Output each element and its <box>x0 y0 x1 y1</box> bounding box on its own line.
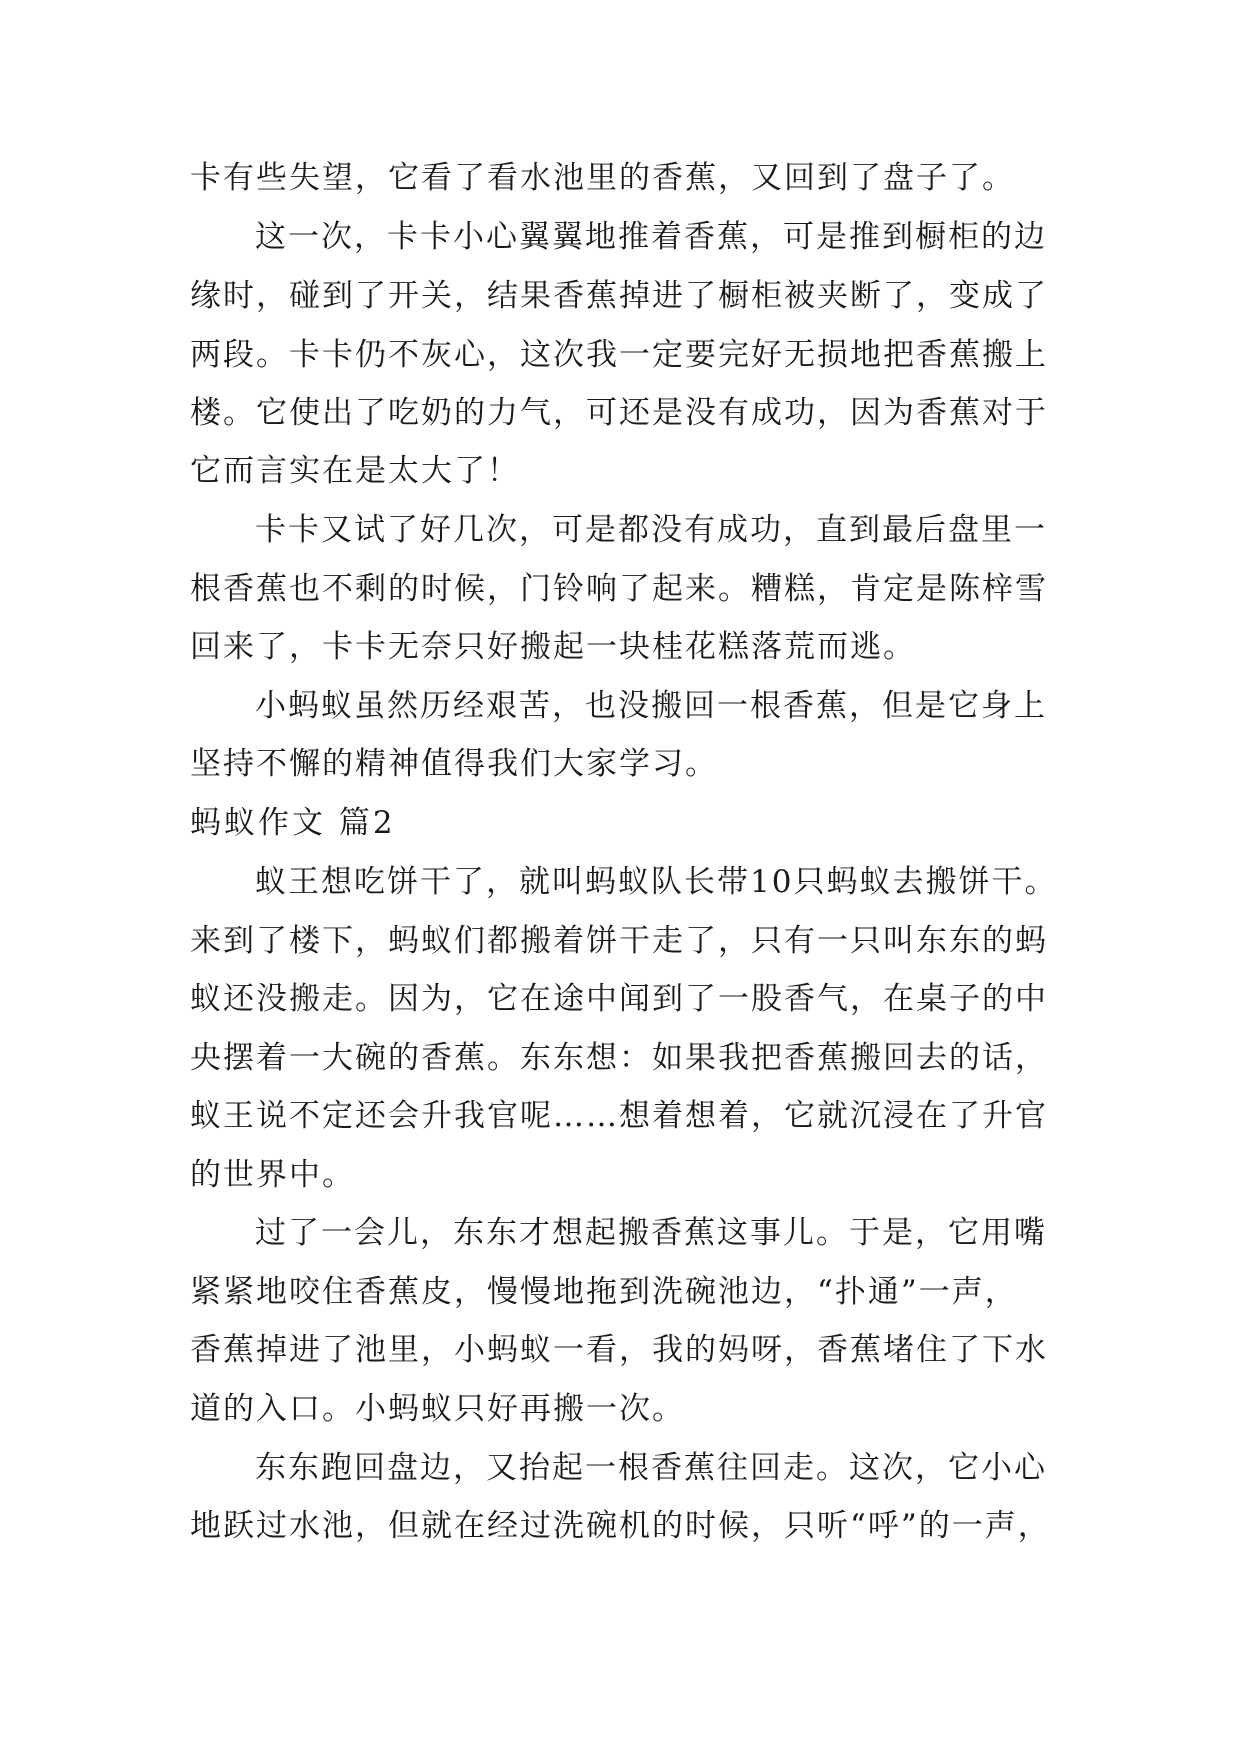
text-line: 香蕉掉进了池里，小蚂蚁一看，我的妈呀，香蕉堵住了下水 <box>190 1332 1048 1368</box>
text-line: 蚁还没搬走。因为，它在途中闻到了一股香气，在桌子的中 <box>190 981 1048 1017</box>
paragraph-first-line: 过了一会儿，东东才想起搬香蕉这事儿。于是，它用嘴 <box>255 1215 1047 1251</box>
text-line: 紧紧地咬住香蕉皮，慢慢地拖到洗碗池边，“扑通”一声， <box>190 1274 1018 1310</box>
paragraph-first-line: 蚁王想吃饼干了，就叫蚂蚁队长带10只蚂蚁去搬饼干。 <box>255 864 1058 900</box>
paragraph-first-line: 卡卡又试了好几次，可是都没有成功，直到最后盘里一 <box>255 512 1047 548</box>
text-line: 蚁王说不定还会升我官呢……想着想着，它就沉浸在了升官 <box>190 1098 1048 1134</box>
text-line: 道的入口。小蚂蚁只好再搬一次。 <box>190 1391 685 1427</box>
text-line: 缘时，碰到了开关，结果香蕉掉进了橱柜被夹断了，变成了 <box>190 278 1048 314</box>
text-line: 地跃过水池，但就在经过洗碗机的时候，只听“呼”的一声， <box>190 1508 1051 1544</box>
text-line: 来到了楼下，蚂蚁们都搬着饼干走了，只有一只叫东东的蚂 <box>190 923 1048 959</box>
paragraph-first-line: 小蚂蚁虽然历经艰苦，也没搬回一根香蕉，但是它身上 <box>255 688 1047 724</box>
text-line: 它而言实在是太大了！ <box>190 453 520 489</box>
section-heading: 蚂蚁作文 篇2 <box>190 805 396 841</box>
paragraph-first-line: 这一次，卡卡小心翼翼地推着香蕉，可是推到橱柜的边 <box>255 219 1047 255</box>
text-line: 回来了，卡卡无奈只好搬起一块桂花糕落荒而逃。 <box>190 629 916 665</box>
text-line: 根香蕉也不剩的时候，门铃响了起来。糟糕，肯定是陈梓雪 <box>190 571 1048 607</box>
paragraph-first-line: 东东跑回盘边，又抬起一根香蕉往回走。这次，它小心 <box>255 1450 1047 1486</box>
text-line: 坚持不懈的精神值得我们大家学习。 <box>190 746 718 782</box>
text-line: 央摆着一大碗的香蕉。东东想：如果我把香蕉搬回去的话， <box>190 1040 1048 1076</box>
text-line: 的世界中。 <box>190 1157 355 1193</box>
text-line: 楼。它使出了吃奶的力气，可还是没有成功，因为香蕉对于 <box>190 395 1048 431</box>
text-line: 两段。卡卡仍不灰心，这次我一定要完好无损地把香蕉搬上 <box>190 337 1048 373</box>
text-line: 卡有些失望，它看了看水池里的香蕉，又回到了盘子了。 <box>190 160 1015 196</box>
